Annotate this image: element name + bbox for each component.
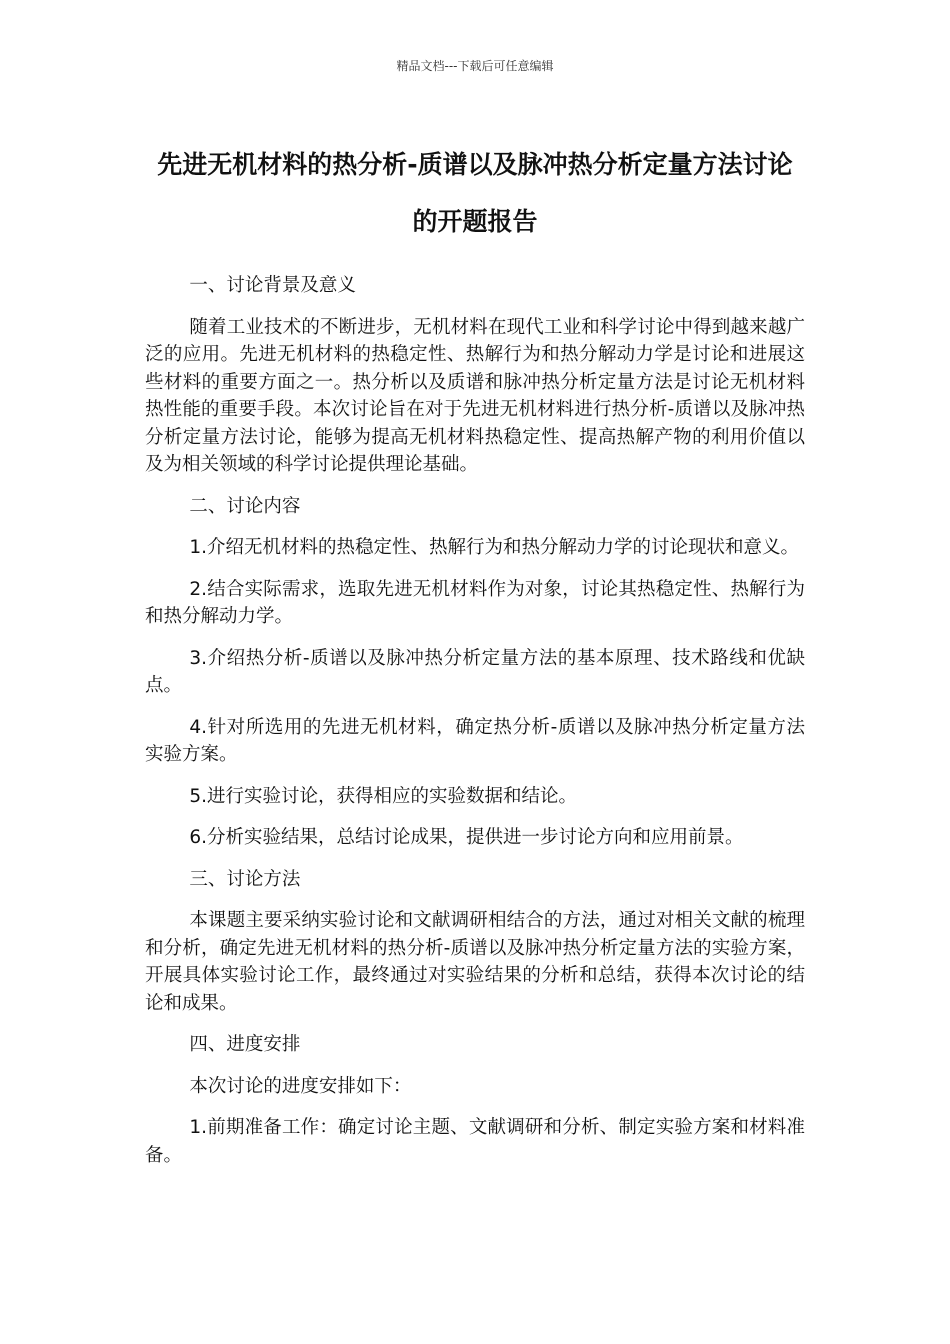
document-body	[145, 272, 805, 1183]
section-heading-schedule: 四、进度安排	[189, 1034, 301, 1055]
section-heading-method: 三、讨论方法	[189, 868, 301, 890]
content-item: 1.介绍无机材料的热稳定性、热解行为和热分解动力学的讨论现状和意义。	[189, 537, 800, 558]
method-paragraph: 本课题主要采纳实验讨论和文献调研相结合的方法，通过对相关文献的梳理和分析，确定先进无机材料的热分析-质谱以及脉冲热分析定量方法的实验方案，开展具体实验讨论工作，最终通过对实验结果的分析和总结，获得本次讨论的结论和成果。	[145, 910, 805, 1014]
schedule-intro: 本次讨论的进度安排如下：	[189, 1075, 412, 1097]
content-item: 5.进行实验讨论，获得相应的实验数据和结论。	[189, 785, 578, 807]
content-item: 3.介绍热分析-质谱以及脉冲热分析定量方法的基本原理、技术路线和优缺点。	[145, 647, 805, 696]
content-item: 4.针对所选用的先进无机材料，确定热分析-质谱以及脉冲热分析定量方法实验方案。	[145, 716, 805, 765]
header-note: 精品文档---下载后可任意编辑	[396, 59, 554, 73]
background-paragraph: 随着工业技术的不断进步，无机材料在现代工业和科学讨论中得到越来越广泛的应用。先进无机材料的热稳定性、热解行为和热分解动力学是讨论和进展这些材料的重要方面之一。热分析以及质谱和脉冲热分析定量方法是讨论无机材料热性能的重要手段。本次讨论旨在对于先进无机材料进行热分析-质谱以及脉冲热分析定量方法讨论，能够为提高无机材料热稳定性、提高热解产物的利用价值以及为相关领域的科学讨论提供理论基础。	[145, 316, 805, 475]
content-item: 2.结合实际需求，选取先进无机材料作为对象，讨论其热稳定性、热解行为和热分解动力学。	[145, 578, 805, 627]
content-item: 6.分析实验结果，总结讨论成果，提供进一步讨论方向和应用前景。	[189, 827, 744, 848]
document-title: 先进无机材料的热分析-质谱以及脉冲热分析定量方法讨论的开题报告	[157, 150, 793, 236]
section-heading-content: 二、讨论内容	[189, 495, 301, 517]
section-heading-background: 一、讨论背景及意义	[189, 275, 356, 296]
schedule-item: 1.前期准备工作：确定讨论主题、文献调研和分析、制定实验方案和材料准备。	[145, 1117, 805, 1166]
